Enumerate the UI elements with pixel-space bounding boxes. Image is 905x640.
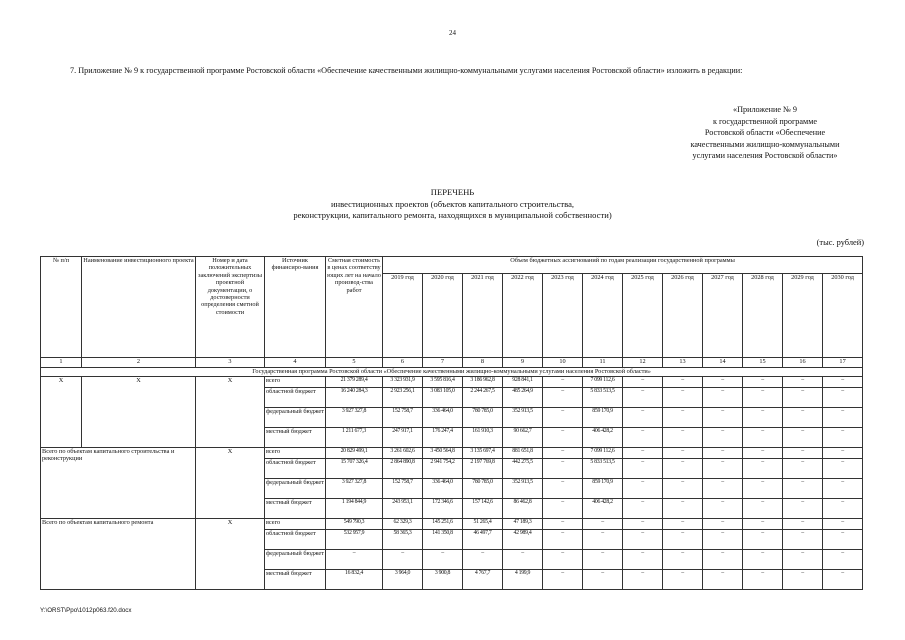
column-number: 8 [463, 358, 503, 368]
year-value-cell: – [823, 408, 863, 428]
appendix-line: Ростовской области «Обеспечение [704, 128, 826, 138]
cost-cell: 1 211 677,3 [326, 428, 383, 448]
year-value-cell: – [743, 428, 783, 448]
year-value-cell: – [663, 519, 703, 530]
year-value-cell: 336 464,0 [423, 479, 463, 499]
year-value-cell: – [743, 570, 783, 590]
cost-cell: 20 829 499,1 [326, 448, 383, 459]
year-value-cell: – [543, 499, 583, 519]
header-year: 2021 год [463, 274, 503, 358]
column-number: 13 [663, 358, 703, 368]
cost-cell: 549 790,3 [326, 519, 383, 530]
header-source: Источник финансиро-вания [265, 257, 326, 358]
title-line: реконструкции, капитального ремонта, находящихся в муниципальной собственности) [293, 210, 612, 220]
year-value-cell: – [823, 448, 863, 459]
header-year: 2023 год [543, 274, 583, 358]
cost-cell: 16 832,4 [326, 570, 383, 590]
group-name: Х [82, 377, 196, 448]
year-value-cell: 928 841,1 [503, 377, 543, 388]
year-value-cell: – [823, 388, 863, 408]
year-value-cell: 46 497,7 [463, 530, 503, 550]
year-value-cell: – [823, 377, 863, 388]
year-value-cell: – [703, 550, 743, 570]
footer-file-path: Y:\ORST\Ppo\1012p063.f20.docx [40, 607, 132, 614]
funding-source: областной бюджет [265, 530, 326, 550]
year-value-cell: – [543, 459, 583, 479]
year-value-cell: – [543, 408, 583, 428]
year-value-cell: – [663, 459, 703, 479]
year-value-cell: – [623, 428, 663, 448]
year-value-cell: – [703, 448, 743, 459]
header-name: Наименование инвестиционного проекта [82, 257, 196, 358]
units-label: (тыс. рублей) [816, 238, 864, 247]
year-value-cell: – [783, 428, 823, 448]
year-value-cell: – [663, 428, 703, 448]
header-year: 2020 год [423, 274, 463, 358]
year-value-cell: – [783, 519, 823, 530]
year-value-cell: – [743, 519, 783, 530]
year-value-cell: – [743, 459, 783, 479]
header-year: 2026 год [663, 274, 703, 358]
appendix-caption [600, 104, 905, 162]
year-value-cell: 176 247,4 [423, 428, 463, 448]
year-value-cell: – [703, 408, 743, 428]
cost-cell: 3 927 327,8 [326, 479, 383, 499]
year-value-cell: 47 189,3 [503, 519, 543, 530]
year-value-cell: – [463, 550, 503, 570]
year-value-cell: – [543, 448, 583, 459]
cost-cell: 15 707 326,4 [326, 459, 383, 479]
group-num: Х [41, 377, 82, 448]
year-value-cell: – [703, 570, 743, 590]
year-value-cell: – [583, 530, 623, 550]
year-value-cell: 352 913,5 [503, 408, 543, 428]
year-value-cell: – [383, 550, 423, 570]
year-value-cell: 406 428,2 [583, 499, 623, 519]
year-value-cell: 5 833 513,5 [583, 459, 623, 479]
year-value-cell: – [543, 519, 583, 530]
column-number: 10 [543, 358, 583, 368]
header-year: 2019 год [383, 274, 423, 358]
column-number: 3 [196, 358, 265, 368]
year-value-cell: – [703, 428, 743, 448]
year-value-cell: 336 464,0 [423, 408, 463, 428]
year-value-cell: – [783, 499, 823, 519]
year-value-cell: 3 083 105,0 [423, 388, 463, 408]
year-value-cell: 2 923 256,1 [383, 388, 423, 408]
year-value-cell: 243 953,1 [383, 499, 423, 519]
year-value-cell: – [623, 570, 663, 590]
year-value-cell: 5 833 513,5 [583, 388, 623, 408]
year-value-cell: 3 135 697,4 [463, 448, 503, 459]
year-value-cell: – [823, 499, 863, 519]
year-value-cell: 42 989,4 [503, 530, 543, 550]
year-value-cell: – [783, 570, 823, 590]
year-value-cell: – [663, 530, 703, 550]
year-value-cell: – [543, 530, 583, 550]
appendix-line: «Приложение № 9 [732, 105, 798, 114]
year-value-cell: – [783, 550, 823, 570]
column-number: 6 [383, 358, 423, 368]
year-value-cell: 161 910,3 [463, 428, 503, 448]
year-value-cell: – [543, 550, 583, 570]
appendix-line: качественными жилищно-коммунальными [690, 139, 840, 149]
year-value-cell: 86 462,8 [503, 499, 543, 519]
year-value-cell: – [823, 459, 863, 479]
column-number: 4 [265, 358, 326, 368]
header-year: 2024 год [583, 274, 623, 358]
year-value-cell: 4 199,9 [503, 570, 543, 590]
investment-table [40, 256, 863, 590]
funding-source: областной бюджет [265, 388, 326, 408]
year-value-cell: – [623, 448, 663, 459]
year-value-cell: 141 350,8 [423, 530, 463, 550]
header-budget-group: Объем бюджетных ассигнований по годам реализации государственной программы [383, 257, 863, 274]
year-value-cell: 7 099 112,6 [583, 377, 623, 388]
year-value-cell: 2 197 769,8 [463, 459, 503, 479]
group-label: Всего по объектам капитального ремонта [41, 519, 196, 590]
group-expert: Х [196, 519, 265, 590]
year-value-cell: 90 662,7 [503, 428, 543, 448]
year-value-cell: – [623, 530, 663, 550]
intro-paragraph: 7. Приложение № 9 к государственной программе Ростовской области «Обеспечение качественными жилищно-коммунальными услугами населения Ростовской области» изложить в редакции: [70, 66, 743, 75]
year-value-cell: – [783, 377, 823, 388]
year-value-cell: 859 170,9 [583, 408, 623, 428]
year-value-cell: 4 767,7 [463, 570, 503, 590]
year-value-cell: 152 758,7 [383, 408, 423, 428]
column-number: 7 [423, 358, 463, 368]
year-value-cell: 3 595 816,4 [423, 377, 463, 388]
year-value-cell: 172 346,6 [423, 499, 463, 519]
column-number: 11 [583, 358, 623, 368]
year-value-cell: 3 964,0 [383, 570, 423, 590]
year-value-cell: – [743, 530, 783, 550]
year-value-cell: – [543, 377, 583, 388]
year-value-cell: 859 170,9 [583, 479, 623, 499]
year-value-cell: – [743, 550, 783, 570]
year-value-cell: 2 941 754,2 [423, 459, 463, 479]
year-value-cell: – [663, 448, 703, 459]
group-expert: Х [196, 448, 265, 519]
year-value-cell: – [663, 408, 703, 428]
year-value-cell: 442 275,5 [503, 459, 543, 479]
year-value-cell: – [623, 388, 663, 408]
table-row [41, 519, 863, 530]
year-value-cell: 152 758,7 [383, 479, 423, 499]
funding-source: федеральный бюджет [265, 479, 326, 499]
year-value-cell: – [663, 499, 703, 519]
year-value-cell: – [623, 519, 663, 530]
year-value-cell: – [783, 448, 823, 459]
funding-source: местный бюджет [265, 428, 326, 448]
year-value-cell: – [703, 499, 743, 519]
year-value-cell: – [743, 408, 783, 428]
year-value-cell: 485 264,9 [503, 388, 543, 408]
column-number: 2 [82, 358, 196, 368]
year-value-cell: – [783, 479, 823, 499]
title-line: ПЕРЕЧЕНЬ [430, 187, 475, 197]
year-value-cell: – [583, 519, 623, 530]
table-row [41, 377, 863, 388]
funding-source: всего [265, 519, 326, 530]
year-value-cell: 3 450 564,8 [423, 448, 463, 459]
year-value-cell: – [703, 388, 743, 408]
year-value-cell: – [703, 519, 743, 530]
column-number: 14 [703, 358, 743, 368]
year-value-cell: 58 365,3 [383, 530, 423, 550]
funding-source: всего [265, 448, 326, 459]
year-value-cell: – [663, 550, 703, 570]
year-value-cell: – [423, 550, 463, 570]
year-value-cell: – [783, 530, 823, 550]
header-year: 2025 год [623, 274, 663, 358]
appendix-line: к государственной программе [712, 116, 818, 126]
header-year: 2029 год [783, 274, 823, 358]
header-num: № п/п [41, 257, 82, 358]
year-value-cell: – [663, 479, 703, 499]
column-number: 9 [503, 358, 543, 368]
year-value-cell: – [743, 448, 783, 459]
header-year: 2027 год [703, 274, 743, 358]
year-value-cell: – [743, 479, 783, 499]
year-value-cell: 145 251,6 [423, 519, 463, 530]
cost-cell: – [326, 550, 383, 570]
header-year: 2030 год [823, 274, 863, 358]
cost-cell: 16 240 284,3 [326, 388, 383, 408]
header-year: 2028 год [743, 274, 783, 358]
year-value-cell: – [703, 377, 743, 388]
year-value-cell: – [623, 550, 663, 570]
column-number: 1 [41, 358, 82, 368]
column-number: 16 [783, 358, 823, 368]
year-value-cell: – [743, 499, 783, 519]
year-value-cell: 2 244 267,5 [463, 388, 503, 408]
year-value-cell: 3 186 962,8 [463, 377, 503, 388]
year-value-cell: 7 099 112,6 [583, 448, 623, 459]
cost-cell: 1 194 844,9 [326, 499, 383, 519]
year-value-cell: – [823, 479, 863, 499]
year-value-cell: – [583, 570, 623, 590]
year-value-cell: 352 913,5 [503, 479, 543, 499]
cost-cell: 3 927 327,8 [326, 408, 383, 428]
year-value-cell: – [823, 428, 863, 448]
program-row: Государственная программа Ростовской области «Обеспечение качественными жилищно-коммунальными услугами населения Ростовской области» [41, 368, 863, 377]
year-value-cell: – [743, 377, 783, 388]
column-number: 17 [823, 358, 863, 368]
header-year: 2022 год [503, 274, 543, 358]
year-value-cell: 247 917,1 [383, 428, 423, 448]
funding-source: местный бюджет [265, 570, 326, 590]
year-value-cell: – [543, 479, 583, 499]
group-label: Всего по объектам капитального строительства и реконструкции [41, 448, 196, 519]
year-value-cell: 406 428,2 [583, 428, 623, 448]
year-value-cell: – [703, 479, 743, 499]
year-value-cell: – [583, 550, 623, 570]
year-value-cell: – [823, 570, 863, 590]
year-value-cell: 157 142,6 [463, 499, 503, 519]
document-title [0, 187, 905, 222]
cost-cell: 532 957,9 [326, 530, 383, 550]
table-row [41, 448, 863, 459]
year-value-cell: – [823, 519, 863, 530]
year-value-cell: – [743, 388, 783, 408]
column-number: 12 [623, 358, 663, 368]
year-value-cell: 62 329,3 [383, 519, 423, 530]
year-value-cell: 51 265,4 [463, 519, 503, 530]
column-number: 15 [743, 358, 783, 368]
funding-source: федеральный бюджет [265, 408, 326, 428]
group-expert: Х [196, 377, 265, 448]
year-value-cell: – [703, 459, 743, 479]
year-value-cell: – [503, 550, 543, 570]
year-value-cell: 3 261 602,6 [383, 448, 423, 459]
page-number: 24 [449, 29, 456, 37]
year-value-cell: 3 323 931,9 [383, 377, 423, 388]
funding-source: областной бюджет [265, 459, 326, 479]
year-value-cell: – [663, 570, 703, 590]
year-value-cell: – [783, 388, 823, 408]
funding-source: местный бюджет [265, 499, 326, 519]
funding-source: всего [265, 377, 326, 388]
year-value-cell: – [543, 388, 583, 408]
appendix-line: услугами населения Ростовской области» [692, 151, 838, 161]
year-value-cell: 780 785,0 [463, 479, 503, 499]
year-value-cell: – [663, 388, 703, 408]
year-value-cell: – [543, 428, 583, 448]
year-value-cell: – [623, 377, 663, 388]
year-value-cell: – [663, 377, 703, 388]
year-value-cell: – [623, 479, 663, 499]
year-value-cell: – [823, 530, 863, 550]
year-value-cell: 780 785,0 [463, 408, 503, 428]
year-value-cell: – [783, 459, 823, 479]
year-value-cell: – [823, 550, 863, 570]
year-value-cell: 2 864 890,8 [383, 459, 423, 479]
year-value-cell: – [703, 530, 743, 550]
year-value-cell: – [623, 459, 663, 479]
funding-source: федеральный бюджет [265, 550, 326, 570]
cost-cell: 21 379 289,4 [326, 377, 383, 388]
header-expert: Номер и дата положительных заключений экспертизы проектной документации, о достоверности определения сметной стоимости [196, 257, 265, 358]
column-number: 5 [326, 358, 383, 368]
header-cost: Сметная стоимость в ценах соответству ющих лет на начало производ-ства работ [326, 257, 383, 358]
year-value-cell: 881 651,8 [503, 448, 543, 459]
year-value-cell: 3 900,8 [423, 570, 463, 590]
year-value-cell: – [543, 570, 583, 590]
year-value-cell: – [783, 408, 823, 428]
year-value-cell: – [623, 499, 663, 519]
year-value-cell: – [623, 408, 663, 428]
title-line: инвестиционных проектов (объектов капитального строительства, [330, 198, 575, 209]
